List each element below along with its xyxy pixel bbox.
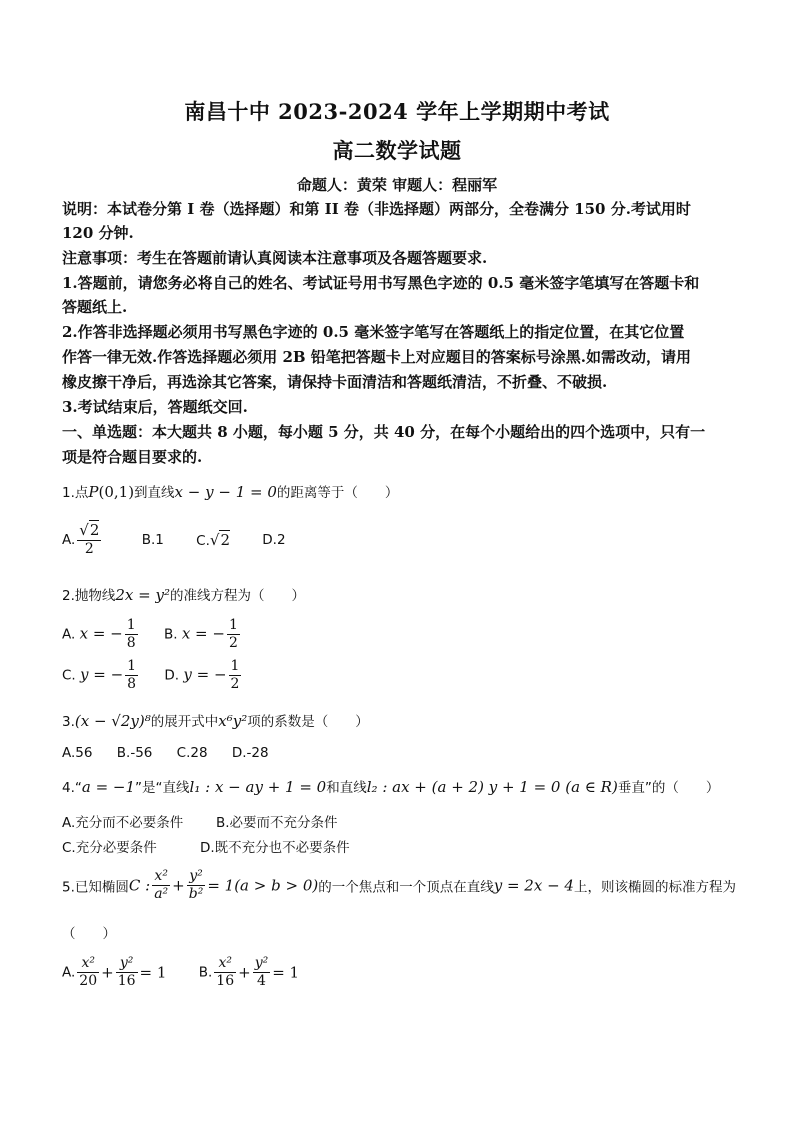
instruction-1-line-1: 1.答题前，请您务必将自己的姓名、考试证号用书写黑色字迹的 0.5 毫米签字笔填写在答题卡和 [62, 274, 700, 292]
authors-line: 命题人：黄荣 审题人：程丽军 [296, 176, 498, 194]
q3-expression: (x − √2y)⁸ [74, 712, 151, 730]
question-2 [62, 584, 305, 604]
q5-mid: 的一个焦点和一个顶点在直线 [318, 879, 494, 896]
q5-a-n2: y² [116, 955, 138, 973]
question-5-paren: （ ） [62, 926, 116, 942]
q4-line-1: l₁ : x − ay + 1 = 0 [189, 778, 327, 796]
q1-option-c-radicand: 2 [220, 531, 230, 549]
q3-prefix: 3. [62, 714, 75, 730]
q3-option-c: C.28 [176, 745, 208, 761]
q1-option-a-denominator: 2 [84, 541, 94, 557]
q5-b-d1: 16 [216, 973, 235, 989]
q4-option-d: D.既不充分也不必要条件 [200, 840, 350, 856]
exam-subtitle: 高二数学试题 [332, 138, 462, 163]
question-4 [62, 776, 719, 796]
q1-coords: (0,1) [98, 483, 135, 501]
q1-option-b: B.1 [141, 532, 164, 548]
question-5 [62, 868, 736, 903]
q5-f1-num: x² [152, 868, 170, 886]
q2-option-d-num: 1 [230, 658, 240, 674]
q4-line-2: l₂ : ax + (a + 2) y + 1 = 0 (a ∈ R) [366, 778, 618, 796]
q5-fraction-2 [187, 868, 206, 903]
exam-title: 南昌十中 2023-2024 学年上学期期中考试 [184, 99, 610, 124]
q1-option-a-label: A. [62, 532, 76, 548]
q5-suffix: 上，则该椭圆的标准方程为 [573, 879, 736, 896]
q3-suffix: 项的系数是（ ） [247, 714, 369, 730]
question-3 [62, 710, 369, 730]
q2-option-d-den: 2 [230, 676, 240, 692]
instruction-1-line-2: 答题纸上. [62, 298, 128, 316]
q2-option-b [164, 617, 242, 652]
instruction-2-line-2: 作答一律无效.作答选择题必须用 2B 铅笔把答题卡上对应题目的答案标号涂黑.如需改动，请用 [62, 348, 692, 366]
q5-a-d2: 16 [117, 973, 136, 989]
q2-option-b-label: B. [163, 626, 178, 643]
q2-equation: 2x = y² [115, 586, 170, 604]
q4-option-a: A.充分而不必要条件 [62, 815, 184, 831]
q5-plus: + [172, 876, 185, 895]
question-4-options-row-1 [62, 811, 338, 831]
q1-option-d: D.2 [262, 532, 286, 548]
q5-b-n2: y² [254, 955, 269, 971]
q2-option-b-den: 2 [228, 635, 238, 651]
q4-option-c: C.充分必要条件 [62, 840, 157, 856]
q2-option-b-var: x = − [181, 624, 225, 643]
q1-suffix: 的距离等于（ ） [276, 485, 399, 501]
q2-option-b-num: 1 [228, 617, 238, 633]
q2-option-a-den: 8 [126, 635, 136, 651]
question-3-options [62, 745, 269, 761]
question-2-options-row-2 [62, 658, 243, 693]
q5-a-d1: 20 [79, 973, 98, 989]
q1-prefix: 1.点 [62, 485, 89, 501]
section-heading-line-2: 项是符合题目要求的. [62, 448, 203, 466]
description-line-1: 说明：本试卷分第 I 卷（选择题）和第 II 卷（非选择题）两部分，全卷满分 150 分.考试用时 [62, 200, 691, 218]
q3-term: x⁶y² [218, 712, 248, 730]
q4-text-b: ”是“直线 [135, 780, 190, 796]
q5-b-d2: 4 [256, 973, 266, 989]
q2-prefix: 2.抛物线 [62, 588, 116, 604]
q1-option-c-label: C. [196, 533, 210, 549]
notice-line: 注意事项：考生在答题前请认真阅读本注意事项及各题答题要求. [62, 249, 488, 267]
q1-option-a-fraction: $\frac{√2}{2}$ [79, 521, 100, 557]
q1-line: x − y − 1 = 0 [174, 483, 277, 501]
q5-b-n1: x² [214, 955, 236, 973]
q5-option-b-label: B. [198, 964, 213, 981]
q2-option-d-label: D. [164, 667, 180, 684]
q5-fraction-1 [152, 868, 170, 903]
question-1-options [62, 522, 286, 558]
q5-f1-den: a² [154, 886, 169, 902]
q2-option-c-num: 1 [127, 658, 137, 674]
q2-option-a-var: x = − [79, 624, 123, 643]
q1-option-a [62, 522, 103, 558]
instruction-2-line-3: 橡皮擦干净后，再选涂其它答案，请保持卡面清洁和答题纸清洁，不折叠、不破损. [62, 373, 608, 391]
q2-suffix: 的准线方程为（ ） [170, 588, 305, 604]
q4-condition: a = −1 [81, 778, 136, 796]
question-1 [62, 481, 398, 501]
q5-option-a: A. $\frac{\text{x²}}{20}$ + $\frac{\text{y²}}{16}$ = 1 [62, 955, 167, 989]
section-heading-line-1: 一、单选题：本大题共 8 小题，每小题 5 分，共 40 分，在每个小题给出的四个选项中，只有一 [62, 423, 706, 441]
question-5-options [62, 955, 299, 990]
q2-option-a [62, 617, 140, 652]
q5-rest: = 1(a > b > 0) [207, 876, 319, 895]
q2-option-a-num: 1 [126, 617, 136, 633]
q2-option-c-var: y = − [80, 665, 124, 684]
q5-line: y = 2x − 4 [493, 876, 574, 895]
question-2-options-row-1 [62, 617, 242, 652]
q2-option-d-var: y = − [183, 665, 227, 684]
q5-prefix: 5.已知椭圆 [62, 879, 129, 896]
q3-mid: 的展开式中 [150, 714, 219, 730]
q2-option-d [164, 658, 243, 693]
q3-option-d: D.-28 [231, 745, 269, 761]
q3-option-b: B.-56 [116, 745, 153, 761]
q1-point: P [88, 483, 99, 501]
q4-text-a: 4.“ [62, 780, 82, 796]
q5-a-n1: x² [77, 955, 99, 973]
q5-f2-den: b² [188, 886, 204, 902]
q1-mid: 到直线 [134, 485, 175, 501]
q5-option-a-label: A. [62, 964, 76, 981]
q5-a-eq: = 1 [139, 963, 167, 982]
q5-b-eq: = 1 [272, 963, 300, 982]
question-4-options-row-2 [62, 836, 350, 856]
q4-option-b: B.必要而不充分条件 [216, 815, 338, 831]
description-line-2: 120 分钟. [62, 224, 134, 242]
q3-option-a: A.56 [62, 745, 93, 761]
q2-option-c-label: C. [62, 667, 76, 684]
q5-option-b: B. $\frac{\text{x²}}{16}$ + $\frac{\text{y²}}{4}$ = 1 [198, 955, 300, 989]
q2-option-c [62, 658, 140, 693]
q4-text-c: 和直线 [326, 780, 367, 796]
instruction-2-line-1: 2.作答非选择题必须用书写黑色字迹的 0.5 毫米签字笔写在答题纸上的指定位置，在其它位置 [62, 323, 685, 341]
q5-ellipse-name: C : [128, 876, 151, 895]
instruction-3: 3.考试结束后，答题纸交回. [62, 398, 248, 416]
q1-option-a-radicand: 2 [89, 521, 100, 539]
q1-option-c: C.√2 [196, 531, 230, 549]
q5-f2-num: y² [187, 868, 206, 886]
q2-option-c-den: 8 [127, 676, 137, 692]
q2-option-a-label: A. [62, 626, 76, 643]
q4-text-d: 垂直”的（ ） [617, 780, 720, 796]
